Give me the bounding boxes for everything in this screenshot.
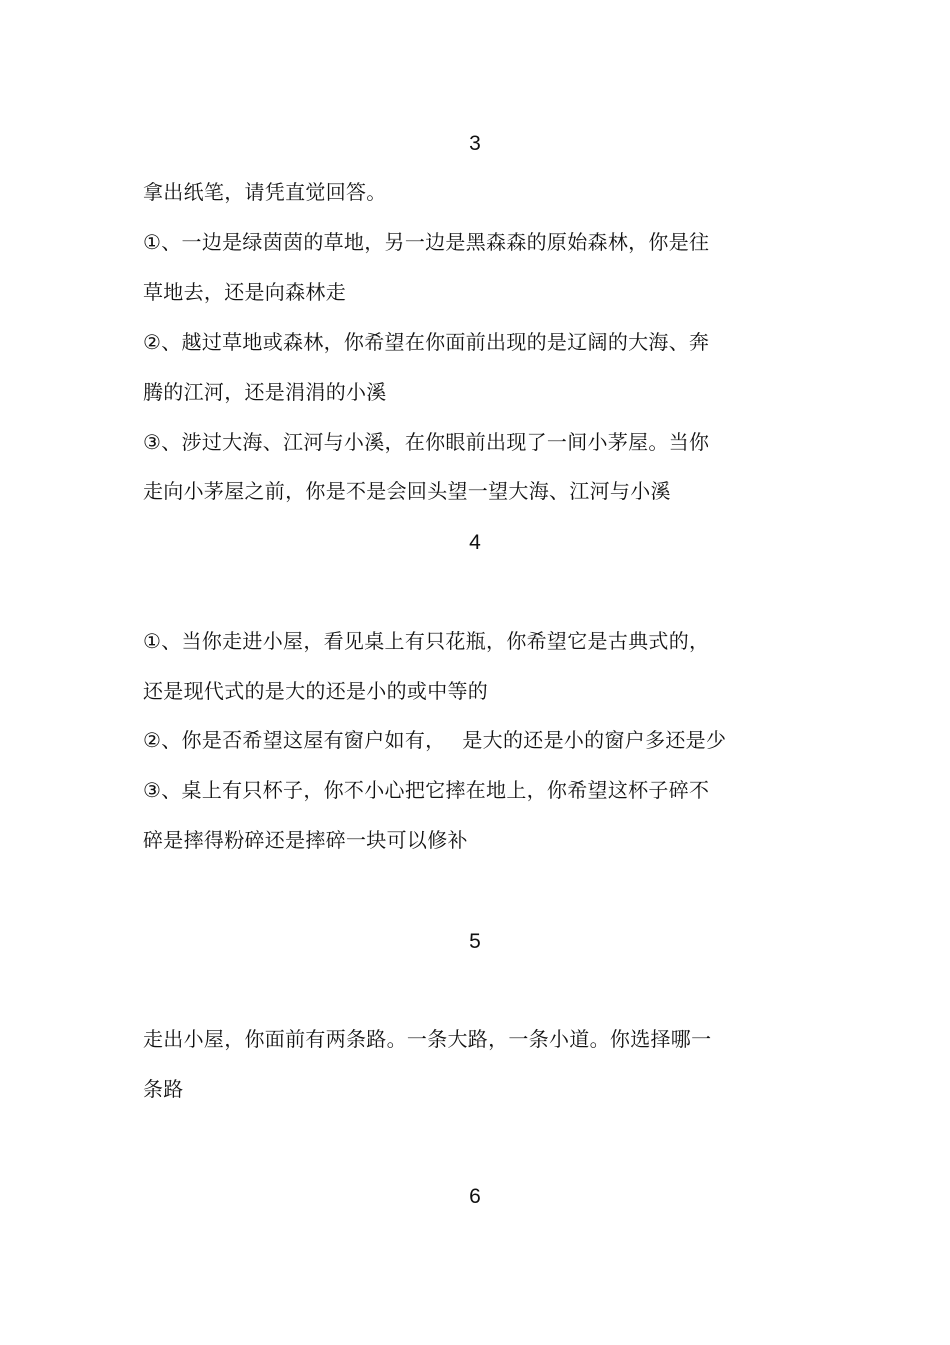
question-line: 走出小屋，你面前有两条路。一条大路，一条小道。你选择哪一 [143, 1027, 712, 1051]
question-line: 草地去，还是向森林走 [143, 280, 346, 304]
question-line: 还是现代式的是大的还是小的或中等的 [143, 679, 489, 703]
section-number-5: 5 [469, 930, 481, 953]
question-line: 条路 [143, 1077, 184, 1101]
question-line: ②、越过草地或森林，你希望在你面前出现的是辽阔的大海、奔 [143, 330, 710, 354]
question-line: 碎是摔得粉碎还是摔碎一块可以修补 [143, 828, 468, 852]
question-line: ③、涉过大海、江河与小溪，在你眼前出现了一间小茅屋。当你 [143, 430, 710, 454]
question-line: ③、桌上有只杯子，你不小心把它摔在地上，你希望这杯子碎不 [143, 778, 710, 802]
section-number-4: 4 [469, 531, 481, 554]
paragraph-line: 拿出纸笔，请凭直觉回答。 [143, 180, 387, 204]
question-line: 走向小茅屋之前，你是不是会回头望一望大海、江河与小溪 [143, 479, 671, 503]
question-line: 腾的江河，还是涓涓的小溪 [143, 380, 387, 404]
section-number-3: 3 [469, 132, 481, 155]
question-line: ①、当你走进小屋，看见桌上有只花瓶，你希望它是古典式的， [143, 629, 710, 653]
section-number-6: 6 [469, 1185, 481, 1208]
question-line: ②、你是否希望这屋有窗户如有， 是大的还是小的窗户多还是少 [143, 728, 727, 752]
question-line: ①、一边是绿茵茵的草地，另一边是黑森森的原始森林，你是往 [143, 230, 710, 254]
